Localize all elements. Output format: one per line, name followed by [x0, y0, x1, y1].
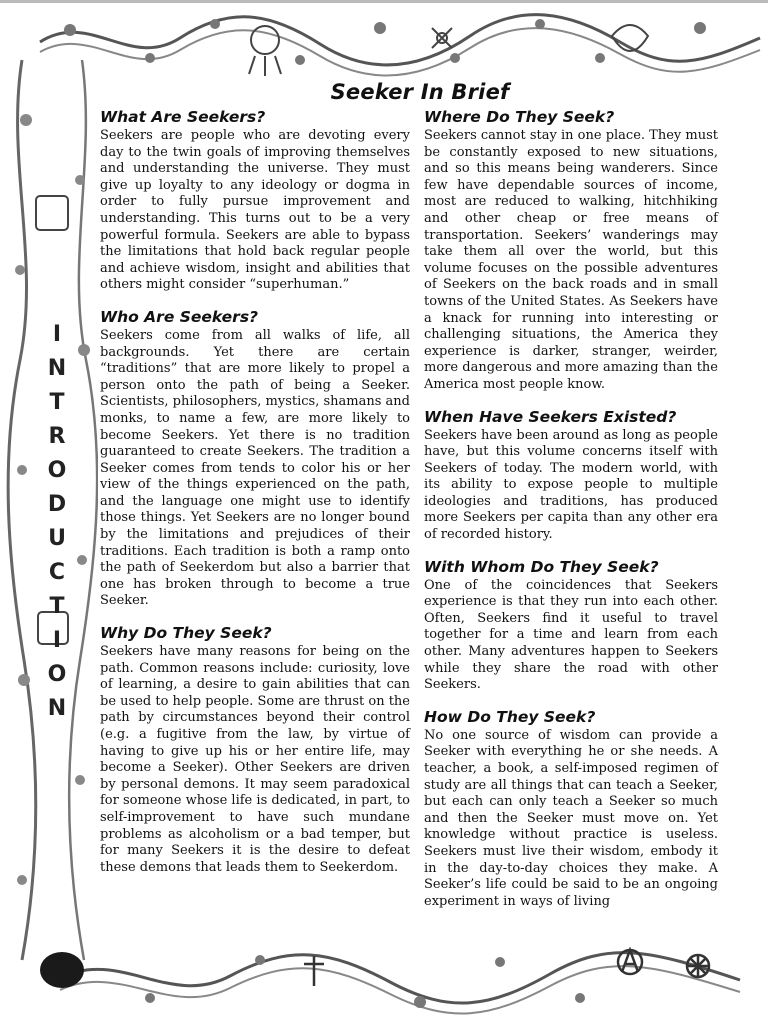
- section-heading: Who Are Seekers?: [100, 307, 259, 326]
- side-letter: O: [47, 662, 67, 687]
- section-heading: Why Do They Seek?: [100, 624, 272, 643]
- vine-border-top: [0, 0, 768, 82]
- vine-border-bottom: [0, 938, 768, 1024]
- section-heading: What Are Seekers?: [100, 108, 266, 126]
- side-letter: T: [49, 594, 65, 619]
- side-letter: U: [48, 526, 66, 551]
- section-heading: Where Do They Seek?: [424, 108, 615, 126]
- side-letter: T: [49, 390, 65, 415]
- side-letter: I: [52, 628, 62, 653]
- section-body: One of the coincidences that Seekers experience is that they run into each other. Often, Seekers find it useful to travel together for a time and learn from each other. Many adventures happen to Seekers while they share the road with other Seekers.: [424, 577, 718, 693]
- section-body: Seekers have many reasons for being on the path. Common reasons include: curiosity, love of learning, a desire to gain abilities that can be used to help people. Some are thrust on the path by circumstances beyond their control (e.g. a fugitive from the law, by virtue of having to give up his or her entire life, may become a Seeker). Other Seekers are driven by personal demons. It may seem paradoxical for someone whose life is dedicated, in part, to self-improvement to have such mundane problems as alcoholism or a bad temper, but for many Seekers it is the desire to defeat these demons that leads them to Seekerdom.: [100, 644, 410, 875]
- side-letter: O: [47, 458, 67, 483]
- section-heading: How Do They Seek?: [424, 707, 596, 726]
- side-letter: D: [47, 492, 67, 517]
- side-letter: I: [52, 322, 62, 347]
- left-column: [100, 106, 410, 876]
- section-heading: With Whom Do They Seek?: [424, 557, 659, 576]
- side-letter: C: [48, 560, 66, 585]
- section-body: Seekers are people who are devoting every day to the twin goals of improving themselves and understanding the universe. They must give up loyalty to any ideology or dogma in order to fully pursue improvement and understanding. This turns out to be a very powerful formula. Seekers are able to bypass the limitations that hold back regular people and achieve wisdom, insight and abilities that others might consider “superhuman.”: [100, 128, 410, 293]
- side-letter: R: [48, 424, 66, 449]
- side-letter: N: [47, 356, 67, 381]
- right-column: [424, 106, 718, 910]
- section-body: Seekers cannot stay in one place. They must be constantly exposed to new situations, and so this means being wanderers. Since few have dependable sources of income, most are reduced to walking, hitchhiking and other cheap or free means of transportation. Seekers’ wanderings may take them all over the world, but this volume focuses on the possible adventures of Seekers on the back roads and in small towns of the United States. As Seekers have a knack for running into interesting or challenging situations, the America they experience is darker, stranger, weirder, more dangerous and more amazing than the America most people know.: [424, 128, 718, 392]
- page-title: Seeker In Brief: [330, 80, 510, 104]
- section-body: No one source of wisdom can provide a Seeker with everything he or she needs. A teacher, a book, a self-imposed regimen of study are all things that can teach a Seeker, but each can only teach a Seeker so much and then the Seeker must move on. Yet knowledge without practice is useless. Seekers must live their wisdom, embody it in the day-to-day choices they make. A Seeker’s life could be said to be an ongoing experiment in ways of living: [424, 727, 718, 909]
- section-heading: When Have Seekers Existed?: [424, 407, 677, 426]
- side-letter: N: [47, 696, 67, 721]
- section-body: Seekers come from all walks of life, all backgrounds. Yet there are certain “traditions” that are more likely to propel a person onto the path of being a Seeker. Scientists, philosophers, mystics, shamans and monks, to name a few, are more likely to become Seekers. Yet there is no tradition guaranteed to create Seekers. The tradition a Seeker comes from tends to color his or her view of the things experienced on the path, and the language one might use to identify those things. Yet Seekers are no longer bound by the limitations and prejudices of their traditions. Each tradition is both a ramp onto the path of Seekerdom but also a barrier that one has broken through to become a true Seeker.: [100, 327, 410, 609]
- section-body: Seekers have been around as long as people have, but this volume concerns itself with Seekers of today. The modern world, with its ability to expose people to multiple ideologies and traditions, has produced more Seekers per capita than any other era of recorded history.: [424, 427, 718, 543]
